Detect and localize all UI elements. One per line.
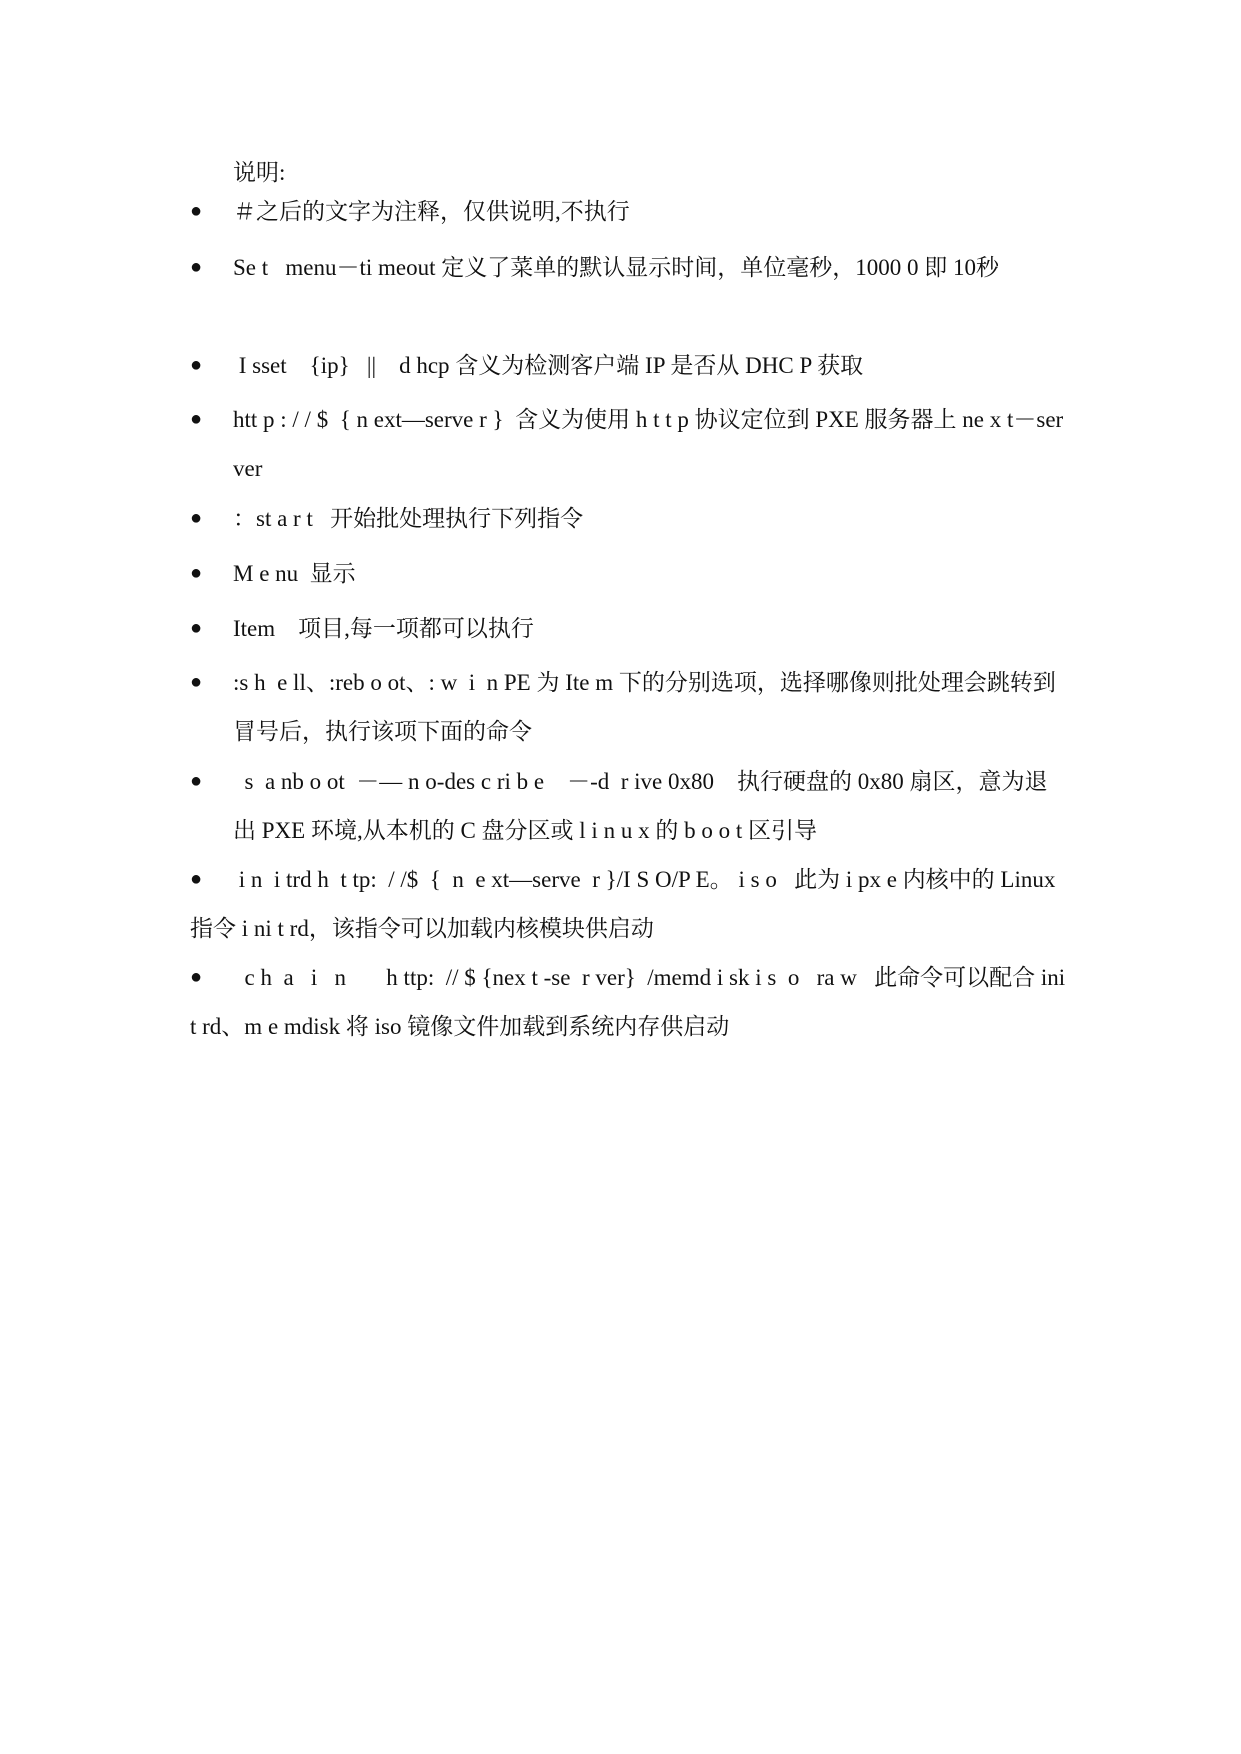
list-item-text: ＃之后的文字为注释，仅供说明,不执行 — [233, 199, 630, 224]
list-item — [190, 395, 1070, 493]
list-item-text: c h a i n h ttp: // $ {nex t -se r ver} /memd i sk i s o ra w 此命令可以配合 ini t rd、m e mdisk 将 iso 镜像文件加载到系统内存供启动 — [190, 965, 1071, 1039]
bullet-icon: ● — [190, 256, 203, 278]
list-item — [190, 757, 1070, 855]
list-item — [190, 243, 1070, 292]
list-item-text: M e nu 显示 — [233, 561, 356, 586]
list-item — [190, 855, 1070, 953]
bullet-icon: ● — [190, 770, 203, 792]
list-item-text: Item 项目,每一项都可以执行 — [233, 616, 534, 641]
list-item — [190, 187, 1070, 236]
list-item — [190, 494, 1070, 543]
bullet-icon: ● — [190, 354, 203, 376]
list-item-text: ：st a r t 开始批处理执行下列指令 — [233, 506, 584, 531]
list-item — [190, 658, 1070, 756]
list-item — [190, 953, 1070, 1051]
list-item — [190, 604, 1070, 653]
bullet-icon: ● — [190, 200, 203, 222]
bullet-icon: ● — [190, 507, 203, 529]
bullet-icon: ● — [190, 562, 203, 584]
bullet-icon: ● — [190, 408, 203, 430]
bullet-icon: ● — [190, 617, 203, 639]
list-item-text: Se t menu－ti meout 定义了菜单的默认显示时间，单位毫秒，1000 0 即 10秒 — [233, 255, 1000, 280]
list-item-text: :s h e ll、:reb o ot、: w i n PE 为 Ite m 下的分别选项，选择哪像则批处理会跳转到冒号后，执行该项下面的命令 — [233, 670, 1056, 744]
page-heading: 说明: — [233, 160, 286, 185]
list-item-text: htt p : / / $ { n ext—serve r } 含义为使用 h t t p 协议定位到 PXE 服务器上 ne x t－server — [233, 407, 1064, 481]
list-item-text: s a nb o ot －— n o-des c ri b e －-d r ive 0x80 执行硬盘的 0x80 扇区，意为退出 PXE 环境,从本机的 C 盘分区或 l i n u x 的 b o o t 区引导 — [233, 769, 1048, 843]
list-item — [190, 341, 1070, 390]
bullet-icon: ● — [190, 966, 203, 988]
list-item — [190, 549, 1070, 598]
bullet-icon: ● — [190, 868, 203, 890]
list-item-text: i n i trd h t tp: / /$ { n e xt—serve r }/I S O/P E。 i s o 此为 i px e 内核中的 Linux 指令 i ni t rd，该指令可以加载内核模块供启动 — [190, 867, 1062, 941]
bullet-icon: ● — [190, 671, 203, 693]
list-item-text: I sset {ip} || d hcp 含义为检测客户端 IP 是否从 DHC P 获取 — [233, 353, 864, 378]
